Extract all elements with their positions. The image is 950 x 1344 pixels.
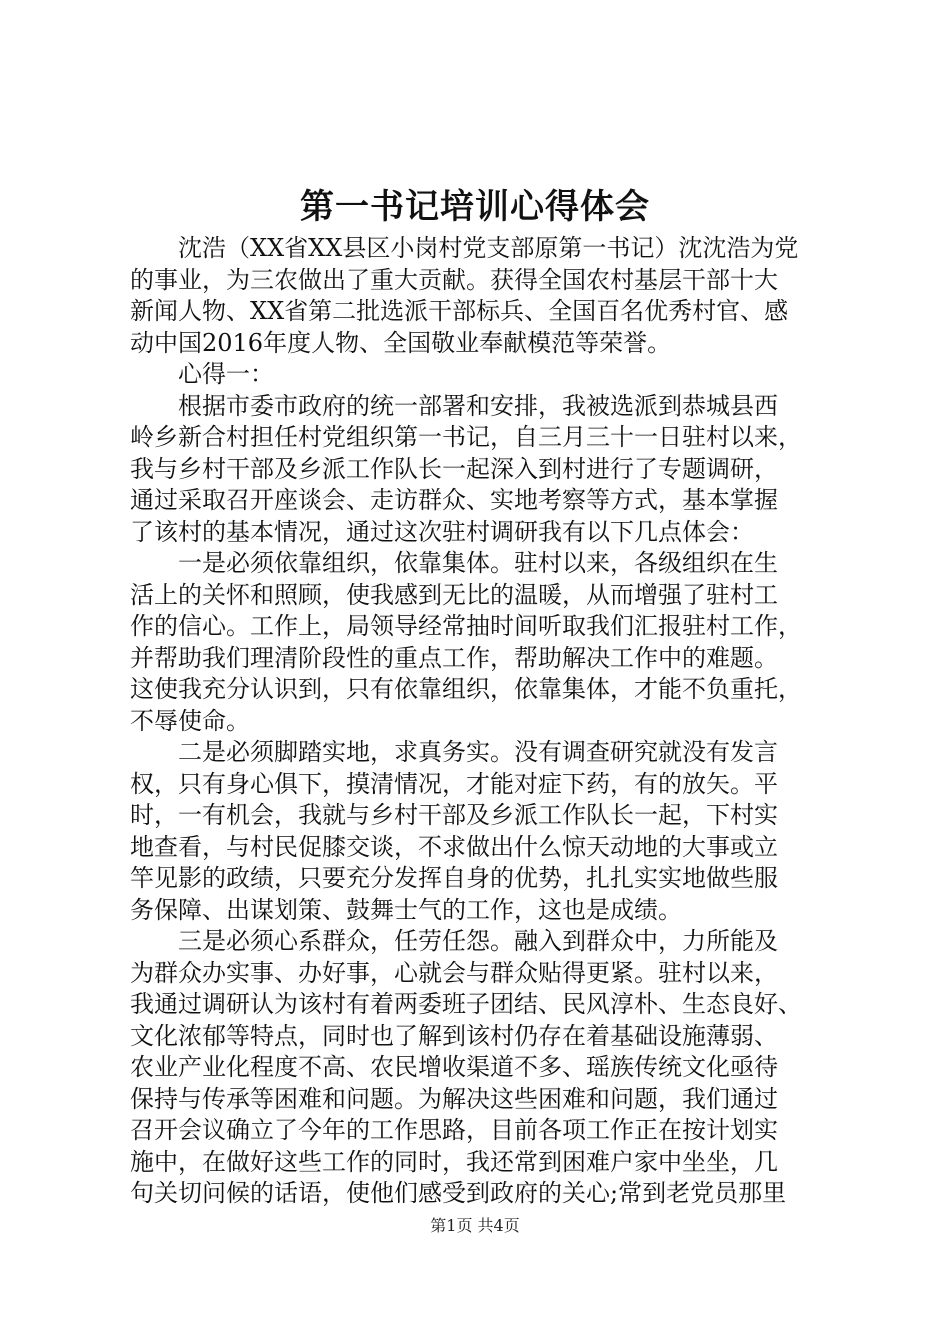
text-line: 不辱使命。 xyxy=(130,706,250,735)
document-title: 第一书记培训心得体会 xyxy=(300,187,650,227)
text-line: 句关切问候的话语，使他们感受到政府的关心;常到老党员那里 xyxy=(130,1179,787,1207)
text-line: 二是必须脚踏实地，求真务实。没有调查研究就没有发言 xyxy=(130,738,778,766)
text-line: 这使我充分认识到，只有依靠组织，依靠集体，才能不负重托， xyxy=(130,675,802,703)
page-number-footer: 第1页 共4页 xyxy=(430,1216,520,1235)
text-line: 动中国2016年度人物、全国敬业奉献模范等荣誉。 xyxy=(130,328,672,357)
text-line: 并帮助我们理清阶段性的重点工作，帮助解决工作中的难题。 xyxy=(130,643,778,672)
text-line: 为群众办实事、办好事，心就会与群众贴得更紧。驻村以来， xyxy=(130,958,778,987)
text-line: 作的信心。工作上，局领导经常抽时间听取我们汇报驻村工作， xyxy=(130,612,802,640)
section-heading: 心得一： xyxy=(130,360,274,388)
text-line: 三是必须心系群众，任劳任怨。融入到群众中，力所能及 xyxy=(130,927,778,955)
text-line: 农业产业化程度不高、农民增收渠道不多、瑶族传统文化亟待 xyxy=(130,1053,778,1081)
text-line: 一是必须依靠组织，依靠集体。驻村以来，各级组织在生 xyxy=(130,549,778,577)
text-line: 沈浩（XX省XX县区小岗村党支部原第一书记）沈沈浩为党 xyxy=(130,234,799,262)
text-line: 岭乡新合村担任村党组织第一书记，自三月三十一日驻村以来， xyxy=(130,423,802,451)
document-body xyxy=(130,233,830,1210)
text-line: 召开会议确立了今年的工作思路，目前各项工作正在按计划实 xyxy=(130,1116,778,1144)
text-line: 根据市委市政府的统一部署和安排，我被选派到恭城县西 xyxy=(130,391,778,420)
text-line: 文化浓郁等特点，同时也了解到该村仍存在着基础设施薄弱、 xyxy=(130,1021,778,1050)
text-line: 务保障、出谋划策、鼓舞士气的工作，这也是成绩。 xyxy=(130,895,682,924)
text-line: 地查看，与村民促膝交谈，不求做出什么惊天动地的大事或立 xyxy=(130,832,778,861)
text-line: 活上的关怀和照顾，使我感到无比的温暖，从而增强了驻村工 xyxy=(130,580,778,609)
text-line: 时，一有机会，我就与乡村干部及乡派工作队长一起，下村实 xyxy=(130,801,778,829)
text-line: 我通过调研认为该村有着两委班子团结、民风淳朴、生态良好、 xyxy=(130,990,802,1018)
text-line: 施中，在做好这些工作的同时，我还常到困难户家中坐坐，几 xyxy=(130,1147,778,1176)
text-line: 我与乡村干部及乡派工作队长一起深入到村进行了专题调研， xyxy=(130,454,778,483)
text-line: 保持与传承等困难和问题。为解决这些困难和问题，我们通过 xyxy=(130,1084,778,1113)
text-line: 权，只有身心俱下，摸清情况，才能对症下药，有的放矢。平 xyxy=(130,769,778,798)
text-line: 竿见影的政绩，只要充分发挥自身的优势，扎扎实实地做些服 xyxy=(130,864,778,892)
text-line: 新闻人物、XX省第二批选派干部标兵、全国百名优秀村官、感 xyxy=(130,297,789,325)
text-line: 的事业，为三农做出了重大贡献。获得全国农村基层干部十大 xyxy=(130,265,778,294)
text-line: 了该村的基本情况，通过这次驻村调研我有以下几点体会： xyxy=(130,517,754,546)
text-line: 通过采取召开座谈会、走访群众、实地考察等方式，基本掌握 xyxy=(130,486,778,514)
